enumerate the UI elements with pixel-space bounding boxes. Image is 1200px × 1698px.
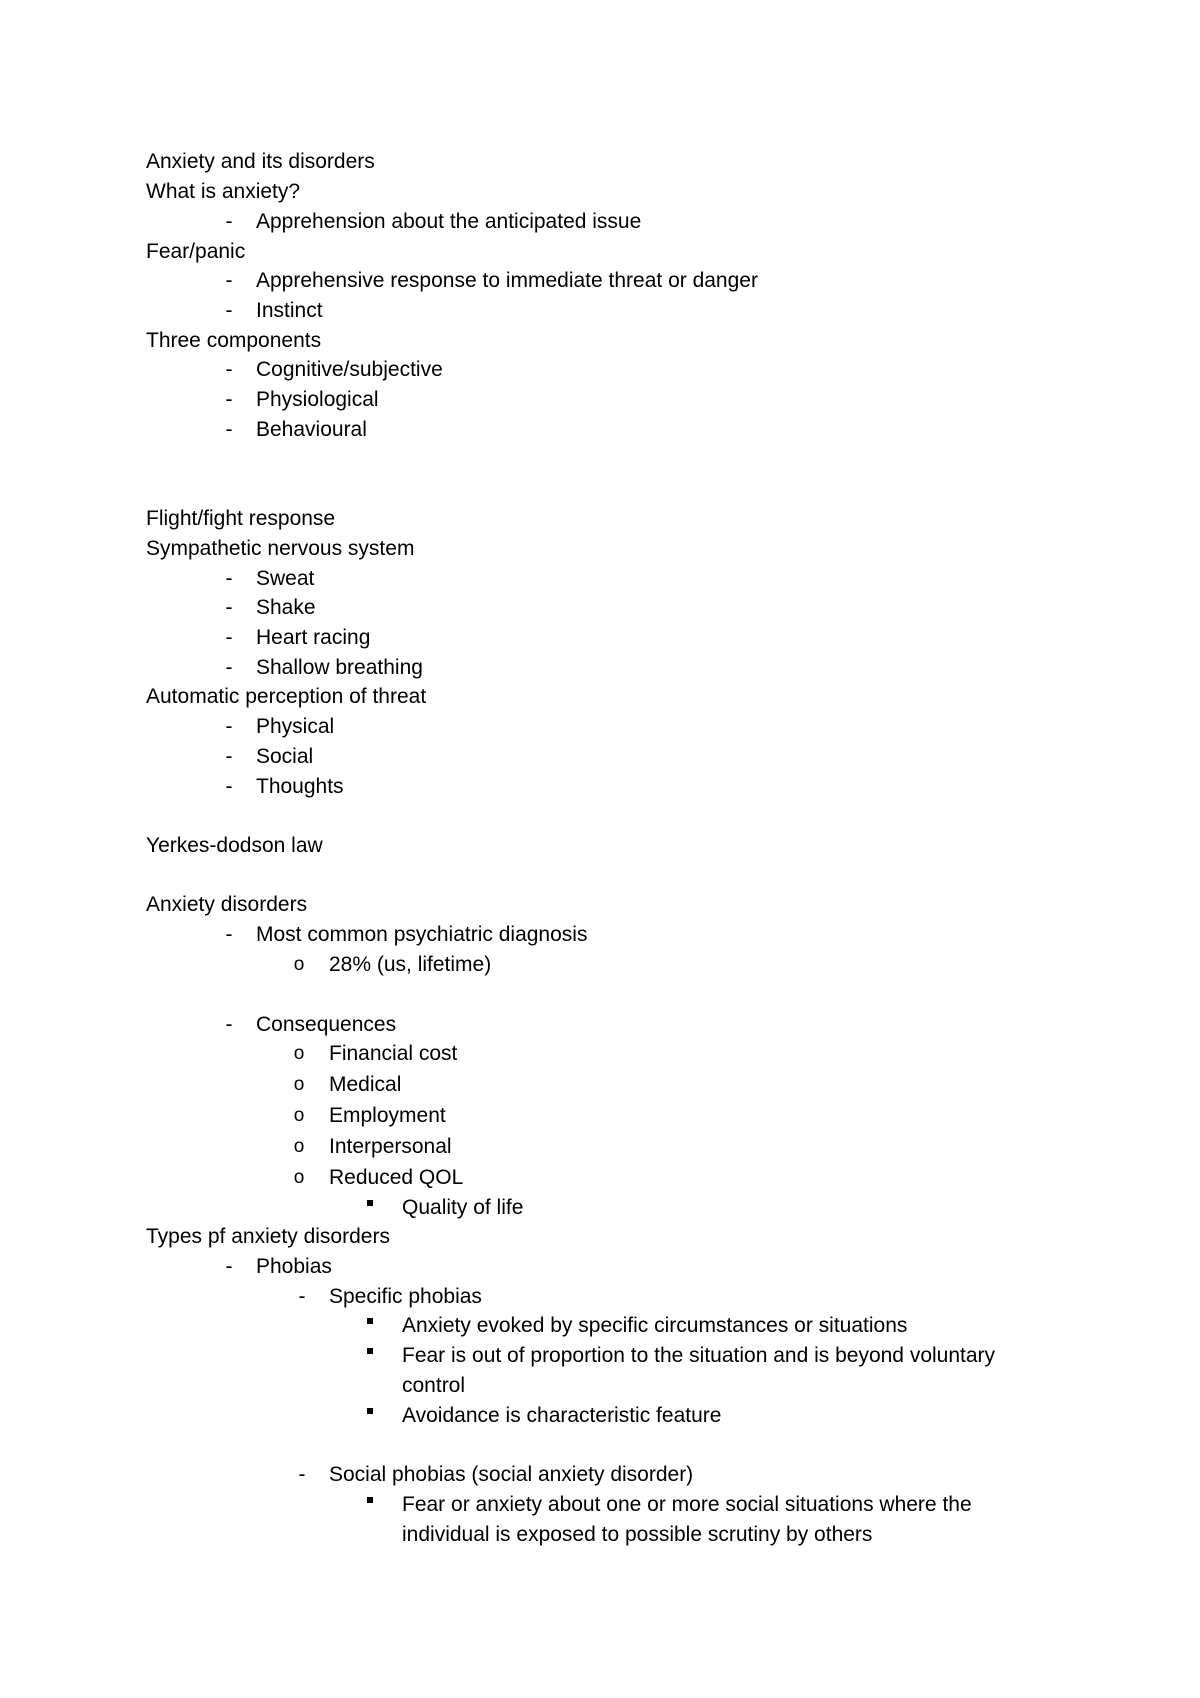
dash-bullet: - <box>225 715 233 738</box>
circle-bullet: o <box>293 1167 305 1188</box>
list-item: Sweat <box>256 567 315 590</box>
doc-title: Anxiety and its disorders <box>146 150 375 173</box>
list-item: Avoidance is characteristic feature <box>402 1404 722 1427</box>
dash-bullet: - <box>225 418 233 441</box>
dash-bullet: - <box>225 775 233 798</box>
list-item: Phobias <box>256 1255 332 1278</box>
list-item: Physiological <box>256 388 379 411</box>
list-item: Behavioural <box>256 418 367 441</box>
list-item: Shallow breathing <box>256 656 423 679</box>
dash-bullet: - <box>225 1255 233 1278</box>
heading-fear-panic: Fear/panic <box>146 240 246 263</box>
heading-types: Types pf anxiety disorders <box>146 1225 390 1248</box>
list-item: Shake <box>256 596 316 619</box>
circle-bullet: o <box>293 1043 305 1064</box>
heading-what-is-anxiety: What is anxiety? <box>146 180 301 203</box>
list-item: Social phobias (social anxiety disorder) <box>329 1463 694 1486</box>
list-item: Apprehensive response to immediate threat or danger <box>256 269 758 292</box>
circle-bullet: o <box>293 1136 305 1157</box>
list-item: Employment <box>329 1104 446 1127</box>
list-item: Interpersonal <box>329 1135 452 1158</box>
dash-bullet: - <box>225 358 233 381</box>
square-bullet <box>367 1497 373 1503</box>
list-item: Social <box>256 745 314 768</box>
dash-bullet: - <box>225 596 233 619</box>
square-bullet <box>367 1200 373 1206</box>
dash-bullet: - <box>225 626 233 649</box>
dash-bullet: - <box>225 269 233 292</box>
list-item: Heart racing <box>256 626 371 649</box>
list-item: Instinct <box>256 299 323 322</box>
list-item: Specific phobias <box>329 1285 482 1308</box>
heading-yerkes-dodson: Yerkes-dodson law <box>146 834 323 857</box>
list-item: Thoughts <box>256 775 344 798</box>
dash-bullet: - <box>298 1463 306 1486</box>
dash-bullet: - <box>225 210 233 233</box>
dash-bullet: - <box>225 567 233 590</box>
list-item-continued: control <box>402 1374 466 1397</box>
list-item: Fear or anxiety about one or more social situations where the <box>402 1493 972 1516</box>
circle-bullet: o <box>293 954 305 975</box>
dash-bullet: - <box>225 656 233 679</box>
dash-bullet: - <box>225 299 233 322</box>
dash-bullet: - <box>225 388 233 411</box>
list-item: Anxiety evoked by specific circumstances or situations <box>402 1314 908 1337</box>
list-item: Financial cost <box>329 1042 458 1065</box>
list-item: Quality of life <box>402 1196 524 1219</box>
list-item: Apprehension about the anticipated issue <box>256 210 642 233</box>
dash-bullet: - <box>225 1013 233 1036</box>
square-bullet <box>367 1408 373 1414</box>
dash-bullet: - <box>298 1285 306 1308</box>
circle-bullet: o <box>293 1074 305 1095</box>
dash-bullet: - <box>225 745 233 768</box>
list-item: Fear is out of proportion to the situation and is beyond voluntary <box>402 1344 996 1367</box>
list-item: Physical <box>256 715 335 738</box>
heading-sns: Sympathetic nervous system <box>146 537 415 560</box>
square-bullet <box>367 1318 373 1324</box>
circle-bullet: o <box>293 1105 305 1126</box>
list-item: Most common psychiatric diagnosis <box>256 923 588 946</box>
list-item: Medical <box>329 1073 402 1096</box>
list-item: Consequences <box>256 1013 397 1036</box>
list-item: Cognitive/subjective <box>256 358 443 381</box>
list-item-continued: individual is exposed to possible scrutiny by others <box>402 1523 873 1546</box>
heading-anxiety-disorders: Anxiety disorders <box>146 893 308 916</box>
dash-bullet: - <box>225 923 233 946</box>
heading-automatic-threat: Automatic perception of threat <box>146 685 427 708</box>
list-item: 28% (us, lifetime) <box>329 953 492 976</box>
heading-flight-fight: Flight/fight response <box>146 507 336 530</box>
list-item: Reduced QOL <box>329 1166 464 1189</box>
square-bullet <box>367 1348 373 1354</box>
heading-three-components: Three components <box>146 329 322 352</box>
